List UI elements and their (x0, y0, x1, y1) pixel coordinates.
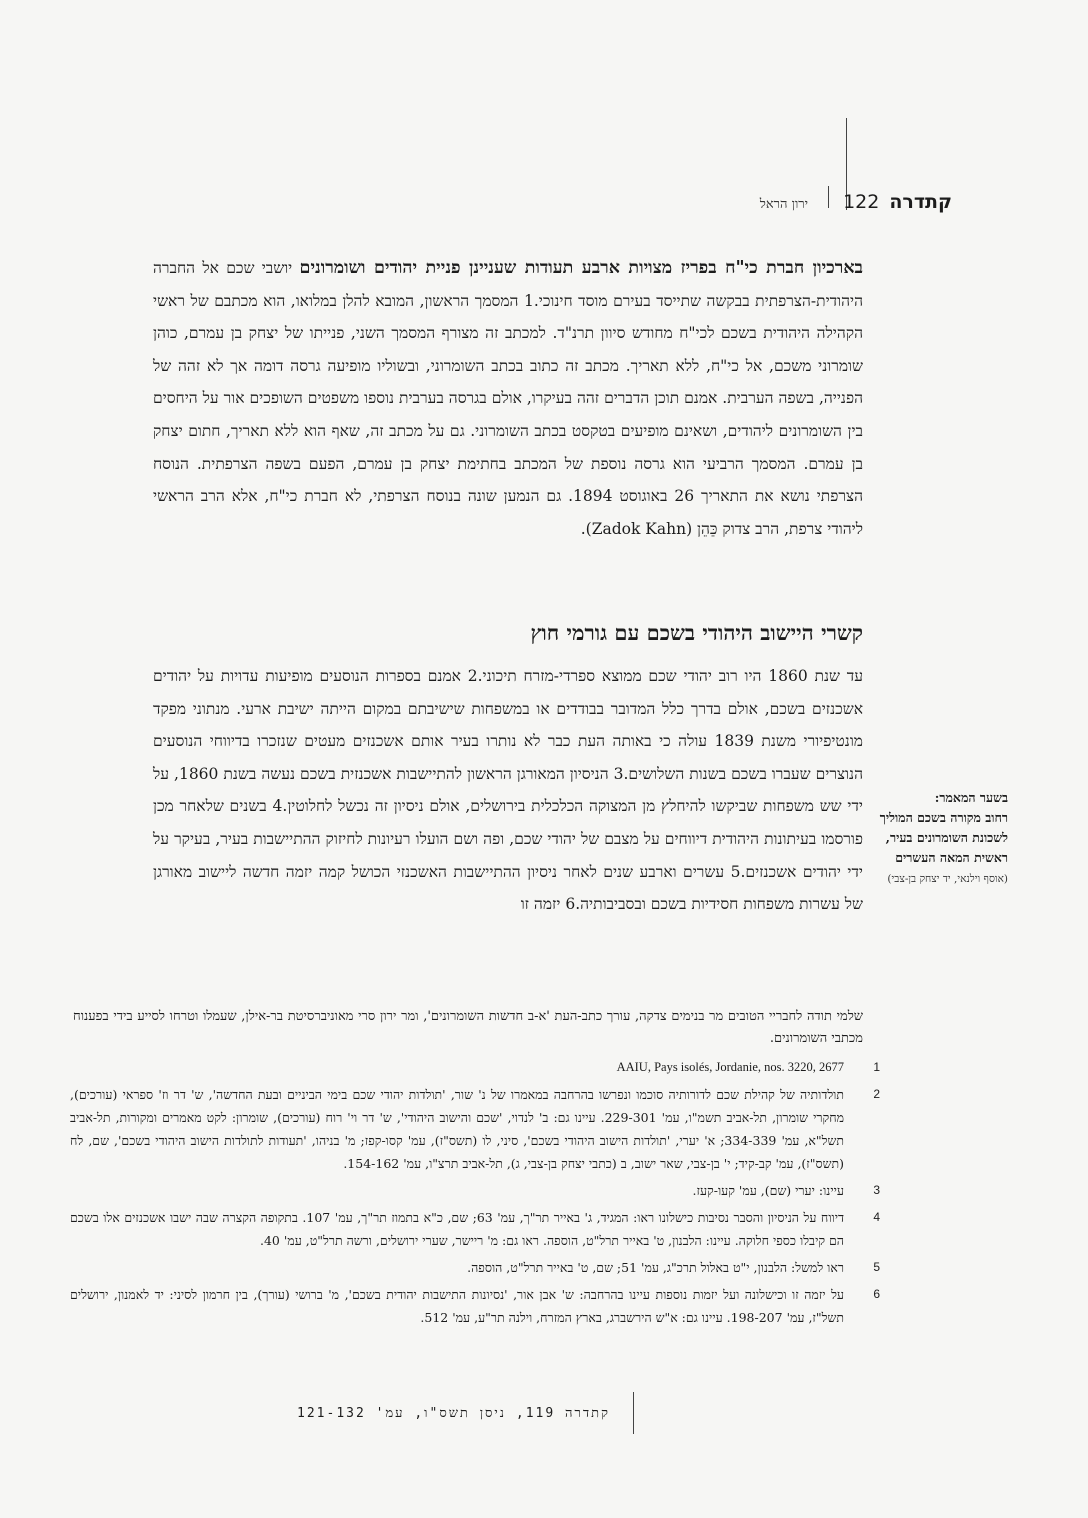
running-head (760, 186, 952, 216)
footnote-text: דיווח על הניסיון והסבר נסיבות כישלונו ראו: המגיד, ג' באייר תר"ך, עמ' 63; שם, כ"א בתמוז תר"ך, עמ' 107. בתקופה הקצרה שבה ישבו אשכנזים אלו בשכם הם קיבלו כספי חלוקה. עיינו: הלבנון, ט' באייר תרל"ט, הוספה. ראו גם: מ' ריישר, שערי ירושלים, ורשה תרל"ט, עמ' 40. (70, 1210, 845, 1248)
footnote (70, 1083, 880, 1175)
footnote-number: 2 (873, 1087, 880, 1101)
page-number: 122 (843, 191, 880, 213)
footnote-text: תולדותיה של קהילת שכם לדורותיה סוכמו ונפרשו בהרחבה במאמרו של נ' שור, 'תולדות יהודי שכם בימי הביניים ובעת החדשה', ש' דר וז' ספראי (עורכים), מחקרי שומרון, תל-אביב תשמ"ו, עמ' 229-301. עיינו גם: ב' לנדוי, 'שכם והישוב היהודי', ש' דר וי' רוח (עורכים), שומרון: לקט מאמרים ומקורות, תל-אביב תשל"א, עמ' 334-339; א' יערי, 'תולדות הישוב היהודי בשכם', סיני, לו (תשס"ז), עמ' קסו-קפז; מ' בניהו, 'תעודות לתולדות הישוב היהודי בשכם', שם, לח (תשס"ז), עמ' קב-קיד; י' בן-צבי, שאר ישוב, ב (כתבי יצחק בן-צבי, ג), תל-אביב תרצ"ו, עמ' 154-162. (70, 1087, 844, 1171)
footnote (70, 1179, 880, 1202)
footnote (70, 1256, 880, 1279)
acknowledgement-note: שלמי תודה לחבריי הטובים מר בנימים צדקה, עורך כתב-העת 'א-ב חדשות השומרונים', ומר ירון סרי מאוניברסיטת בר-אילן, שעמלו וטרחו לסייע בידי בפענוח מכתבי השומרונים. (73, 1009, 863, 1046)
footnote-number: 5 (873, 1260, 880, 1274)
caption-label: בשער המאמר: (934, 790, 1008, 805)
footnote-text: ראו למשל: הלבנון, י"ט באלול תרכ"ג, עמ' 51; שם, ט' באייר תרל"ט, הוספה. (467, 1260, 844, 1275)
caption-credit: (אוסף וילנאי, יד יצחק בן-צבי) (887, 873, 1008, 885)
running-head-author: ירון הראל (759, 197, 809, 212)
footnote-number: 1 (873, 1060, 880, 1074)
header-separator (828, 186, 829, 208)
intro-text: יושבי שכם אל החברה היהודית-הצרפתית בבקשה שתייסד בעירם מוסד חינוכי.1 המסמך הראשון, המובא להלן במלואו, הוא מכתבם של ראשי הקהילה היהודית בשכם לכי"ח מחודש סיוון תרנ"ד. למכתב זה מצורף המסמך השני, פנייתו של יצחק בן עמרם, כוהן שומרוני משכם, אל כי"ח, ללא תאריך. מכתב זה כתוב בכתב השומרוני, ובשוליו מופיעה גרסה דומה אך לא זהה של הפנייה, בשפה הערבית. אמנם תוכן הדברים זהה בעיקרו, אולם בגרסה בערבית נוספו משפטים השופכים אור על היחסים בין השומרונים ליהודים, ושאינם מופיעים בטקסט בכתב השומרוני. גם על מכתב זה, שאף הוא ללא תאריך, חתום יצחק בן עמרם. המסמך הרביעי הוא גרסה נוספת של המכתב בחתימת יצחק בן עמרם, הפעם בשפה הצרפתית. הנוסח הצרפתי נושא את התאריך 26 באוגוסט 1894. גם הנמען שונה בנוסח הצרפתי, לא חברת כי"ח, אלא הרב הראשי ליהודי צרפת, הרב צדוק כֵּהֵן (Zadok Kahn). (153, 259, 863, 538)
caption-text: רחוב מקורה בשכם המוליך לשכונת השומרונים בעיר, ראשית המאה העשרים (879, 810, 1008, 865)
footnote-text: עיינו: יערי (שם), עמ' קעו-קעז. (692, 1183, 844, 1198)
journal-citation: קתדרה 119, ניסן תשס"ו, עמ' 121-132 (297, 1406, 610, 1421)
footnote-text: על יזמה זו וכישלונה ועל יזמות נוספות עיינו בהרחבה: ש' אבן אור, 'נסיונות התישבות יהודית בשכם', מ' ברושי (עורך), בין חרמון לסיני: יד לאמנון, ירושלים תשל"ז, עמ' 198-207. עיינו גם: א"ש הירשברג, בארץ המזרח, וילנה תר"ע, עמ' 512. (70, 1287, 844, 1325)
footnote (70, 1206, 880, 1252)
footnote-number: 6 (873, 1287, 880, 1301)
section-text: עד שנת 1860 היו רוב יהודי שכם ממוצא ספרדי-מזרח תיכוני.2 אמנם בספרות הנוסעים מופיעות עדויות על יהודים אשכנזים בשכם, אולם בדרך כלל המדובר בבודדים או במשפחות שישיבתם במקום הייתה ישיבת ארעי. מנתוני מפקד מונטיפיורי משנת 1839 עולה כי באותה העת כבר לא נותרו בעיר אותם אשכנזים מעטים שנזכרו בדיווחי הנוסעים הנוצרים שעברו בשכם בשנות השלושים.3 הניסיון המאורגן הראשון להתיישבות אשכנזית בשכם נעשה בשנת 1860, על ידי שש משפחות שביקשו להיחלץ מן המצוקה הכלכלית בירושלים, אולם ניסיון זה נכשל לחלוטין.4 בשנים שלאחר מכן פורסמו בעיתונות היהודית דיווחים על מצבם של יהודי שכם, ופה ושם הועלו רעיונות לחיזוק ההתיישבות בעיר, בעיקר על ידי יהודים אשכנזים.5 עשרים וארבע שנים לאחר ניסיון ההתיישבות האשכנזי הכושל קמה יזמה חדשה ליישוב מאורגן של עשרות משפחות חסידיות בשכם ובסביבותיה.6 יזמה זו (153, 667, 863, 914)
footnote (70, 1056, 880, 1079)
footnote (70, 1283, 880, 1329)
footer-vertical-rule (633, 1392, 634, 1434)
footnote-text: AAIU, Pays isolés, Jordanie, nos. 3220, 2677 (616, 1060, 844, 1074)
footnotes (70, 1056, 880, 1333)
section-heading: קשרי היישוב היהודי בשכם עם גורמי חוץ (530, 620, 863, 645)
footnote-number: 4 (873, 1210, 880, 1224)
image-caption-sidebar (876, 788, 1008, 889)
footnote-number: 3 (873, 1183, 880, 1197)
journal-title: קתדרה (889, 191, 952, 213)
section-paragraph (153, 660, 863, 921)
intro-paragraph (153, 252, 863, 545)
intro-lead: בארכיון חברת כי"ח בפריז מצויות ארבע תעודות שעניינן פניית יהודים ושומרונים (299, 258, 863, 278)
